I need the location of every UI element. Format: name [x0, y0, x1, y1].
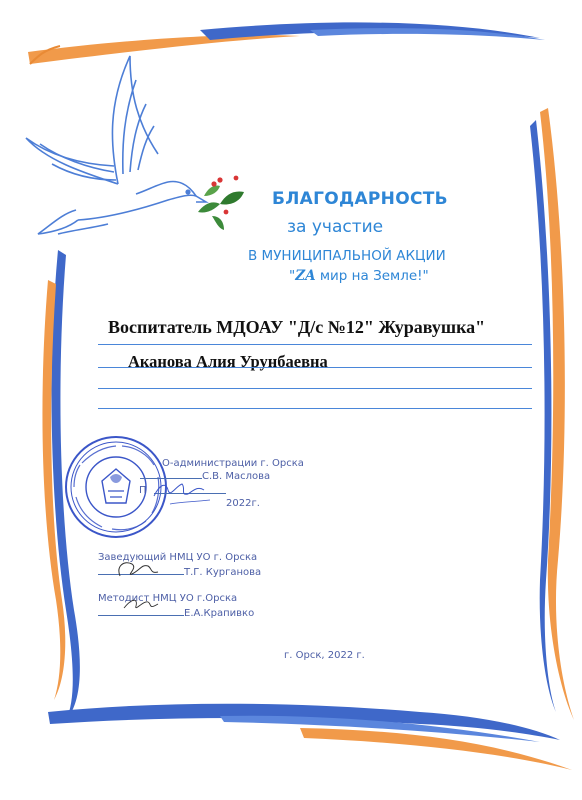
fill-line-4: [98, 408, 532, 409]
signer-1-date-prefix: П: [139, 485, 147, 496]
fill-line-2: [98, 367, 532, 368]
signer-1-title: О-администрации г. Орска: [162, 458, 304, 469]
fill-line-3: [98, 388, 532, 389]
signer-3-name: Е.А.Крапивко: [184, 608, 255, 619]
place-and-date: г. Орск, 2022 г.: [284, 650, 365, 661]
action-name: "ZA мир на Земле!": [289, 268, 429, 284]
signer-2-title: Заведующий НМЦ УО г. Орска: [98, 552, 258, 563]
document-subtitle: за участие: [287, 217, 384, 237]
recipient-name: Аканова Алия Урунбаевна: [128, 352, 328, 371]
signer-1-year: 2022г.: [226, 498, 260, 509]
document-title: БЛАГОДАРНОСТЬ: [272, 189, 448, 209]
signature-2-scribble: [112, 556, 164, 582]
recipient-position: Воспитатель МДОАУ "Д/с №12" Журавушка": [108, 317, 486, 337]
holly-icon: [190, 170, 250, 232]
signer-3-title: Методист НМЦ УО г.Орска: [98, 593, 238, 604]
signer-2-name: Т.Г. Курганова: [184, 567, 262, 578]
event-caption: В МУНИЦИПАЛЬНОЙ АКЦИИ: [248, 248, 446, 264]
signature-1-scribble: [150, 476, 220, 510]
signer-1-name: С.В. Маслова: [202, 471, 271, 482]
signature-3-scribble: [118, 592, 168, 616]
fill-line-1: [98, 344, 532, 345]
